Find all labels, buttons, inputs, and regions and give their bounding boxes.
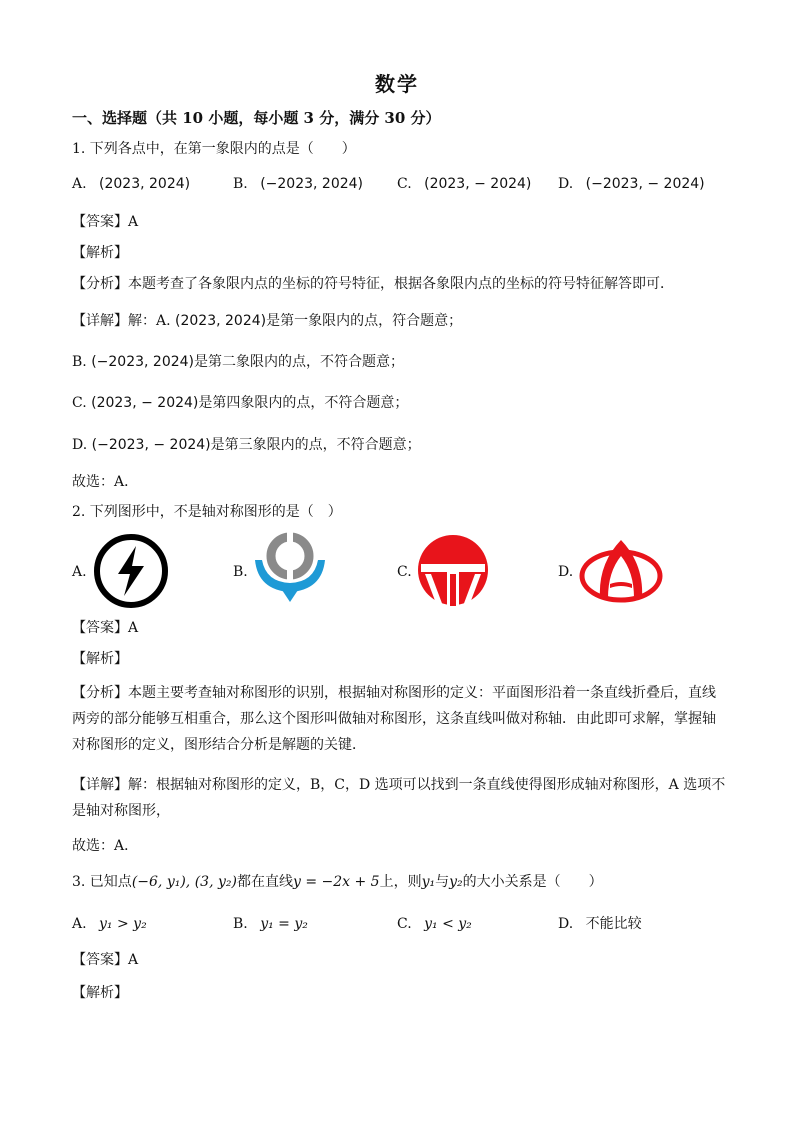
option-letter: C.	[397, 916, 412, 932]
q1-detail-c	[72, 393, 408, 413]
q2-choose: 故选：A．	[72, 838, 139, 854]
q2-answer	[72, 618, 138, 638]
xiangjie-text: 解：根据轴对称图形的定义，B，C，D 选项可以找到一条直线使得图形成轴对称图形，A 选项不	[128, 777, 726, 793]
fenxi-line: 对称图形的定义，图形结合分析是解题的关键．	[72, 737, 366, 753]
option-value: (2023, 2024)	[99, 176, 191, 192]
q3-answer	[72, 950, 138, 970]
fenxi-text: 本题主要考查轴对称图形的识别，根据轴对称图形的定义：平面图形沿着一条直线折叠后，直线	[128, 685, 716, 701]
q1-option-d	[558, 174, 705, 194]
q1-xiangjie-a	[72, 311, 462, 331]
q1-analysis-label: 【解析】	[72, 245, 128, 261]
q1-answer	[72, 212, 138, 232]
q2-fenxi	[72, 680, 732, 758]
q3-option-c	[397, 914, 472, 934]
q2-option-c-letter: C.	[397, 564, 412, 580]
stem-mid2: 上，则	[379, 874, 422, 890]
red-circle-t-logo	[417, 534, 489, 606]
xiangjie-line	[72, 772, 732, 798]
detail-text: 是第一象限内的点，符合题意；	[266, 313, 463, 329]
xiangjie-label: 【详解】	[72, 313, 128, 329]
fenxi-text: 本题考查了各象限内点的坐标的符号特征，根据各象限内点的坐标的符号特征解答即可．	[128, 276, 674, 292]
fenxi-line: 两旁的部分能够互相重合，那么这个图形叫做轴对称图形，这条直线叫做对称轴．由此即可求解，掌握轴	[72, 711, 716, 727]
section-heading: 一、选择题（共 10 小题，每小题 3 分，满分 30 分）	[72, 109, 441, 127]
fenxi-label: 【分析】	[72, 685, 128, 701]
xiangjie-line: 是轴对称图形，	[72, 803, 170, 819]
point: (−2023, − 2024)	[91, 437, 211, 453]
fenxi-line	[72, 680, 732, 706]
q3-option-d	[558, 914, 642, 934]
q1-fenxi	[72, 274, 674, 294]
option-value: y₁ < y₂	[424, 916, 472, 932]
q2-option-d-letter: D.	[558, 564, 574, 580]
q1-detail-d	[72, 435, 421, 455]
q2-option-a-letter: A.	[72, 564, 87, 580]
detail-text: 是第三象限内的点，不符合题意；	[210, 437, 421, 453]
q1-option-b	[233, 174, 363, 194]
point: (2023, − 2024)	[91, 395, 199, 411]
answer-value: A	[128, 620, 139, 636]
option-value: y₁ > y₂	[99, 916, 147, 932]
option-value: (2023, − 2024)	[424, 176, 532, 192]
option-value: (−2023, 2024)	[260, 176, 364, 192]
y2: y₂	[449, 874, 463, 890]
point: (−2023, 2024)	[91, 354, 195, 370]
option-value: 不能比较	[585, 916, 642, 932]
line-equation: y = −2x + 5	[292, 874, 380, 890]
q1-detail-b	[72, 352, 404, 372]
answer-value: A	[128, 952, 139, 968]
detail-text: 是第二象限内的点，不符合题意；	[194, 354, 405, 370]
stem-end: 的大小关系是（ ）	[462, 874, 603, 890]
xiangjie-label: 【详解】	[72, 777, 128, 793]
q2-option-b-letter: B.	[233, 564, 248, 580]
points: (−6, y₁), (3, y₂)	[131, 874, 237, 890]
detail-prefix: D.	[72, 437, 88, 453]
page-title: 数学	[375, 72, 419, 96]
option-value: y₁ = y₂	[260, 916, 308, 932]
answer-label: 【答案】	[72, 214, 128, 230]
lightning-bolt-circle-logo	[92, 532, 170, 610]
answer-value: A	[128, 214, 139, 230]
q3-analysis-label: 【解析】	[72, 985, 128, 1001]
xiangjie-intro: 解：A.	[128, 313, 171, 329]
detail-text: 是第四象限内的点，不符合题意；	[198, 395, 409, 411]
option-letter: A.	[72, 916, 87, 932]
q1-stem: 1. 下列各点中，在第一象限内的点是（ ）	[72, 141, 356, 157]
q2-analysis-label: 【解析】	[72, 651, 128, 667]
option-letter: D.	[558, 916, 574, 932]
gray-ring-blue-cup-logo	[250, 532, 330, 606]
option-letter: D.	[558, 176, 574, 192]
q1-option-a	[72, 174, 190, 194]
stem-mid: 都在直线	[236, 874, 293, 890]
y1: y₁	[421, 874, 436, 890]
q3-option-a	[72, 914, 147, 934]
answer-label: 【答案】	[72, 620, 128, 636]
option-value: (−2023, − 2024)	[585, 176, 705, 192]
q3-stem	[72, 872, 603, 892]
yu: 与	[435, 874, 450, 890]
option-letter: B.	[233, 916, 248, 932]
option-letter: A.	[72, 176, 87, 192]
q1-choose: 故选：A．	[72, 474, 139, 490]
fenxi-label: 【分析】	[72, 276, 128, 292]
detail-prefix: B.	[72, 354, 87, 370]
option-letter: B.	[233, 176, 248, 192]
detail-prefix: C.	[72, 395, 87, 411]
q3-option-b	[233, 914, 308, 934]
q2-stem: 2. 下列图形中，不是轴对称图形的是（ ）	[72, 504, 342, 520]
red-oval-arch-logo	[578, 538, 664, 604]
answer-label: 【答案】	[72, 952, 128, 968]
stem-pre: 3. 已知点	[72, 874, 132, 890]
option-letter: C.	[397, 176, 412, 192]
q2-xiangjie	[72, 772, 732, 824]
q1-option-c	[397, 174, 531, 194]
point: (2023, 2024)	[175, 313, 267, 329]
